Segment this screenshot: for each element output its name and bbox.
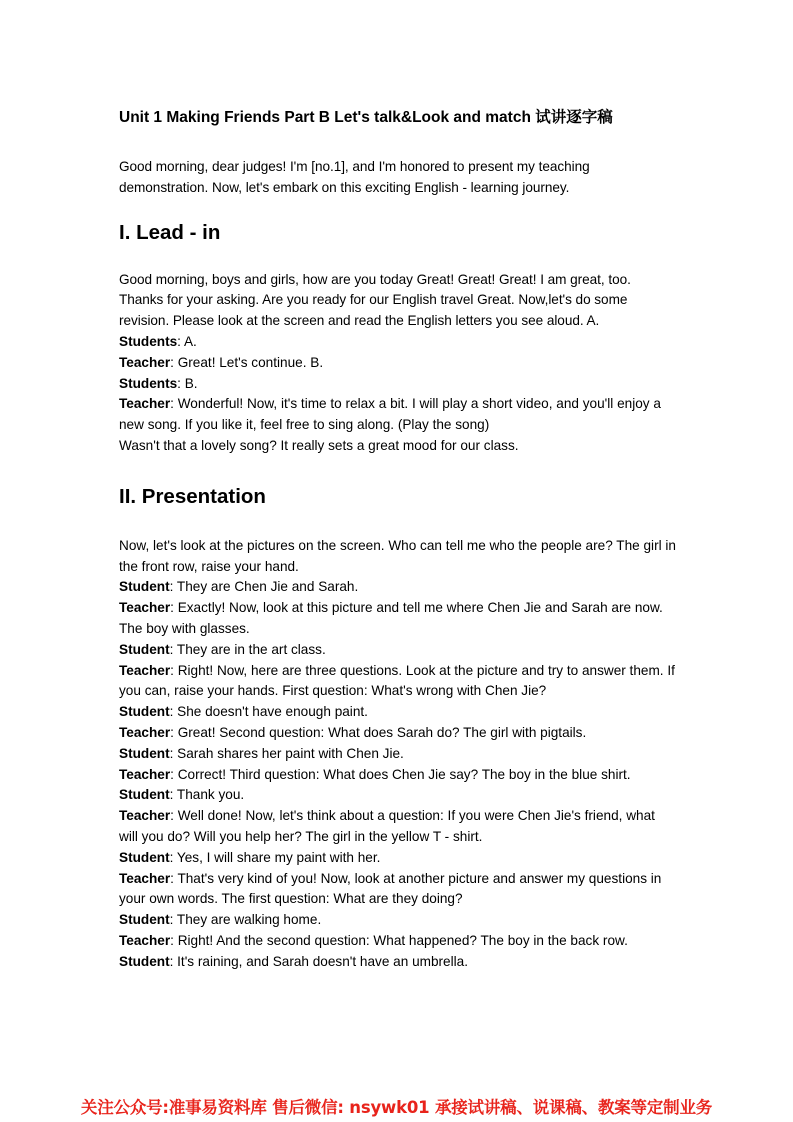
- dialogue-line: [119, 640, 677, 661]
- utterance-text: : Right! And the second question: What happened? The boy in the back row.: [170, 932, 628, 948]
- dialogue-line: [119, 332, 677, 353]
- lead-in-heading: I. Lead - in: [119, 220, 221, 244]
- dialogue-line: [119, 374, 677, 395]
- dialogue-line: [119, 536, 677, 578]
- utterance-text: : Wonderful! Now, it's time to relax a bit. I will play a short video, and you'll enjoy a new song. If you like it, feel free to sing along. (Play the song): [119, 396, 661, 433]
- utterance-text: : Great! Second question: What does Sarah do? The girl with pigtails.: [170, 724, 587, 740]
- document-content: [119, 106, 677, 973]
- utterance-text: : Correct! Third question: What does Chen Jie say? The boy in the blue shirt.: [170, 766, 631, 782]
- speaker-label: Teacher: [119, 808, 171, 824]
- lead-in-opening: Good morning, boys and girls, how are you today Great! Great! Great! I am great, too. Thanks for your asking. Are you ready for our English travel Great. Now,let's do some revision. Please look at the screen and read the English letters you see aloud. A.: [119, 271, 631, 329]
- dialogue-line: [119, 910, 677, 931]
- dialogue-line: [119, 661, 677, 703]
- dialogue-line: [119, 744, 677, 765]
- lead-in-body: [119, 270, 677, 457]
- presentation-heading: II. Presentation: [119, 484, 266, 508]
- utterance-text: : They are Chen Jie and Sarah.: [169, 579, 359, 595]
- utterance-text: : Thank you.: [169, 787, 245, 803]
- speaker-label: Students: [119, 375, 178, 391]
- utterance-text: : Well done! Now, let's think about a question: If you were Chen Jie's friend, what will you do? Will you help her? The girl in the yellow T - shirt.: [119, 808, 655, 844]
- presentation-dialogue: [119, 536, 677, 973]
- speaker-label: Student: [119, 579, 170, 595]
- speaker-label: Student: [119, 849, 170, 865]
- utterance-text: : Yes, I will share my paint with her.: [169, 849, 381, 865]
- dialogue-line: [119, 353, 677, 374]
- speaker-label: Student: [119, 641, 170, 657]
- dialogue-line: [119, 869, 677, 911]
- utterance-text: Now, let's look at the pictures on the screen. Who can tell me who the people are? The girl in the front row, raise your hand.: [119, 537, 676, 574]
- utterance-text: : Sarah shares her paint with Chen Jie.: [169, 745, 404, 761]
- footer-notice: 关注公众号:准事易资料库 售后微信: nsywk01 承接试讲稿、说课稿、教案等定制业务: [80, 1098, 713, 1117]
- speaker-label: Students: [119, 333, 178, 349]
- document-title: Unit 1 Making Friends Part B Let's talk&Look and match 试讲逐字稿: [119, 109, 613, 126]
- speaker-label: Student: [119, 912, 170, 928]
- dialogue-line: [119, 785, 677, 806]
- intro-paragraph: Good morning, dear judges! I'm [no.1], and I'm honored to present my teaching demonstration. Now, let's embark on this exciting English - learning journey.: [119, 159, 590, 195]
- dialogue-line: [119, 577, 677, 598]
- lead-in-dialogue: [119, 332, 677, 457]
- dialogue-line: [119, 394, 677, 436]
- dialogue-line: [119, 436, 677, 457]
- utterance-text: : Right! Now, here are three questions. Look at the picture and try to answer them. If you can, raise your hands. First question: What's wrong with Chen Jie?: [119, 662, 675, 699]
- dialogue-line: [119, 723, 677, 744]
- speaker-label: Student: [119, 787, 170, 803]
- speaker-label: Teacher: [119, 662, 171, 678]
- utterance-text: : They are in the art class.: [169, 641, 326, 657]
- utterance-text: Wasn't that a lovely song? It really sets a great mood for our class.: [119, 437, 519, 453]
- utterance-text: : B.: [177, 375, 198, 391]
- speaker-label: Teacher: [119, 354, 171, 370]
- dialogue-line: [119, 952, 677, 973]
- speaker-label: Teacher: [119, 724, 171, 740]
- speaker-label: Teacher: [119, 396, 171, 412]
- dialogue-line: [119, 806, 677, 848]
- speaker-label: Student: [119, 953, 170, 969]
- utterance-text: : It's raining, and Sarah doesn't have an umbrella.: [169, 953, 468, 969]
- utterance-text: : Great! Let's continue. B.: [170, 354, 324, 370]
- dialogue-line: [119, 931, 677, 952]
- dialogue-line: [119, 598, 677, 640]
- speaker-label: Teacher: [119, 932, 171, 948]
- dialogue-line: [119, 848, 677, 869]
- utterance-text: : Exactly! Now, look at this picture and tell me where Chen Jie and Sarah are now. The boy with glasses.: [119, 600, 663, 636]
- dialogue-line: [119, 765, 677, 786]
- speaker-label: Teacher: [119, 600, 171, 616]
- speaker-label: Student: [119, 704, 170, 720]
- utterance-text: : That's very kind of you! Now, look at another picture and answer my questions in your own words. The first question: What are they doing?: [119, 870, 662, 907]
- speaker-label: Teacher: [119, 766, 171, 782]
- utterance-text: : She doesn't have enough paint.: [169, 704, 368, 720]
- speaker-label: Teacher: [119, 870, 171, 886]
- utterance-text: : They are walking home.: [169, 912, 322, 928]
- dialogue-line: [119, 702, 677, 723]
- utterance-text: : A.: [177, 333, 197, 349]
- speaker-label: Student: [119, 745, 170, 761]
